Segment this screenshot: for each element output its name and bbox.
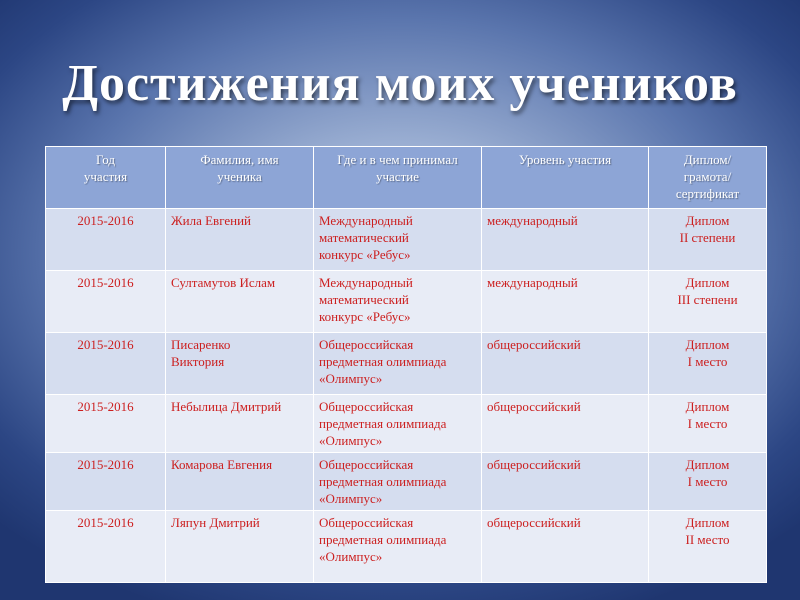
cell-level: общероссийский	[482, 511, 649, 583]
cell-level: международный	[482, 271, 649, 333]
cell-diploma: Диплом I место	[649, 395, 767, 453]
cell-year: 2015-2016	[46, 511, 166, 583]
cell-year: 2015-2016	[46, 395, 166, 453]
table-row	[46, 333, 767, 395]
cell-event: Международный математический конкурс «Ребус»	[314, 271, 482, 333]
cell-name: Ляпун Дмитрий	[166, 511, 314, 583]
cell-year: 2015-2016	[46, 209, 166, 271]
table-row	[46, 511, 767, 583]
header-year: Год участия	[46, 147, 166, 209]
cell-level: общероссийский	[482, 395, 649, 453]
cell-event: Общероссийская предметная олимпиада «Олимпус»	[314, 395, 482, 453]
cell-event: Общероссийская предметная олимпиада «Олимпус»	[314, 453, 482, 511]
cell-diploma: Диплом I место	[649, 333, 767, 395]
slide-title: Достижения моих учеников	[62, 55, 738, 112]
cell-year: 2015-2016	[46, 453, 166, 511]
header-level: Уровень участия	[482, 147, 649, 209]
cell-name: Комарова Евгения	[166, 453, 314, 511]
table-row	[46, 395, 767, 453]
cell-name: Небылица Дмитрий	[166, 395, 314, 453]
cell-name: Султамутов Ислам	[166, 271, 314, 333]
table-row	[46, 209, 767, 271]
cell-name: Жила Евгений	[166, 209, 314, 271]
cell-diploma: Диплом II место	[649, 511, 767, 583]
cell-event: Общероссийская предметная олимпиада «Олимпус»	[314, 333, 482, 395]
cell-diploma: Диплом I место	[649, 453, 767, 511]
cell-year: 2015-2016	[46, 271, 166, 333]
cell-event: Общероссийская предметная олимпиада «Олимпус»	[314, 511, 482, 583]
header-diploma: Диплом/ грамота/ сертификат	[649, 147, 767, 209]
cell-diploma: Диплом II степени	[649, 209, 767, 271]
cell-level: международный	[482, 209, 649, 271]
cell-event: Международный математический конкурс «Ребус»	[314, 209, 482, 271]
cell-year: 2015-2016	[46, 333, 166, 395]
header-event: Где и в чем принимал участие	[314, 147, 482, 209]
table-row	[46, 271, 767, 333]
achievements-table	[45, 146, 767, 583]
header-name: Фамилия, имя ученика	[166, 147, 314, 209]
cell-level: общероссийский	[482, 333, 649, 395]
table-row	[46, 453, 767, 511]
cell-diploma: Диплом III степени	[649, 271, 767, 333]
cell-name: Писаренко Виктория	[166, 333, 314, 395]
cell-level: общероссийский	[482, 453, 649, 511]
table-header-row	[46, 147, 767, 209]
